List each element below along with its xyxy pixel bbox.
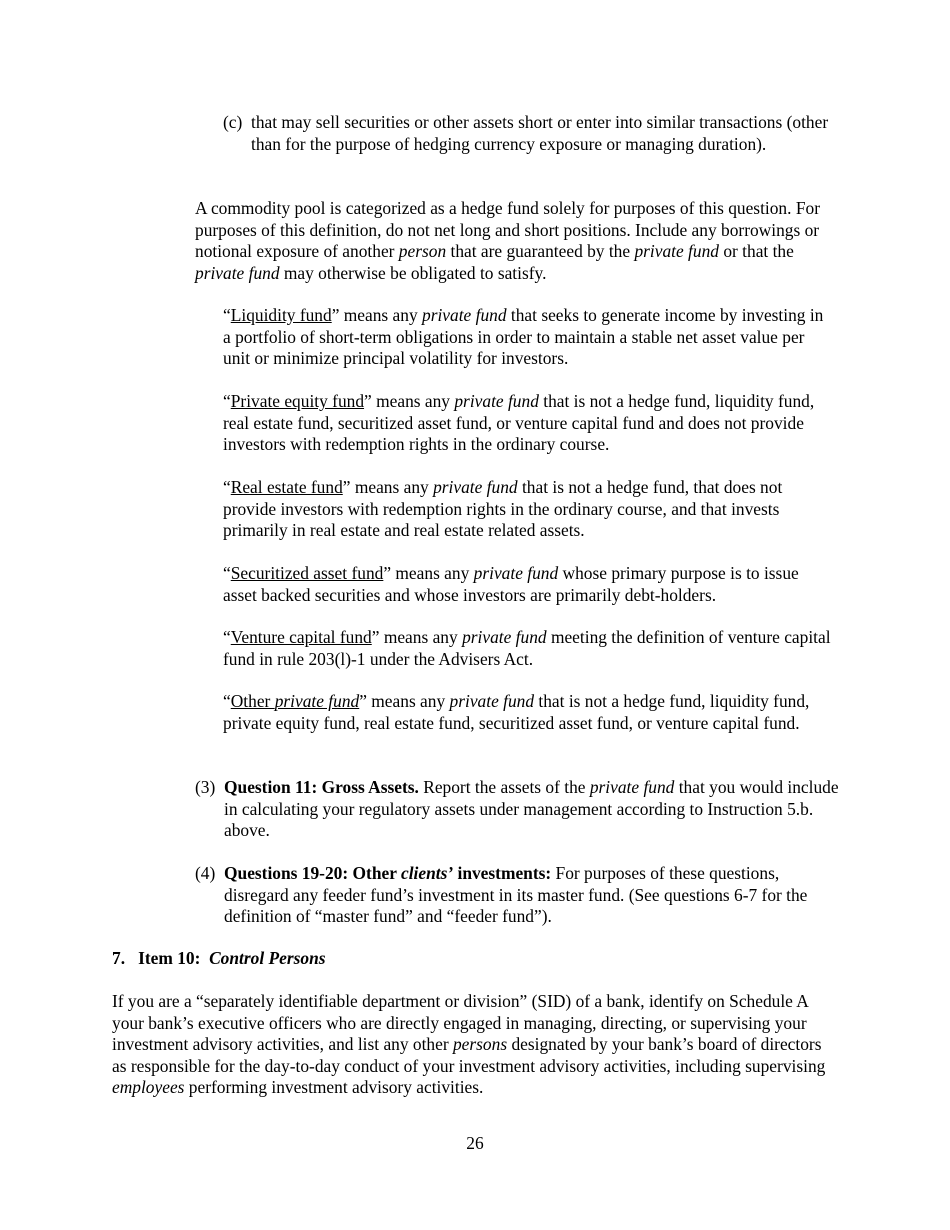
list-item-4 [195, 863, 845, 928]
list-item-3 [195, 777, 845, 842]
defined-term: Private equity fund [230, 391, 365, 411]
list-item-c [223, 112, 843, 155]
list-item-text: that may sell securities or other assets short or enter into similar transactions (other than for the purpose of hedging currency exposure or managing duration). [251, 112, 829, 154]
defined-term: Other private fund [230, 691, 360, 711]
section-heading: 7. Item 10: Control Persons [112, 948, 326, 968]
defined-term: Venture capital fund [230, 627, 372, 647]
definition-liquidity-fund: “Liquidity fund” means any private fund that seeks to generate income by investing in a portfolio of short-term obligations in order to maintain a stable net asset value per unit or minimize principal volatility for investors. [223, 305, 824, 369]
question-heading: Questions 19-20: Other clients’ investments: [224, 863, 552, 883]
hedge-fund-paragraph: A commodity pool is categorized as a hedge fund solely for purposes of this question. For purposes of this definition, do not net long and short positions. Include any borrowings or notional exposure of another person that are guaranteed by the private fund or that the private fund may otherwise be obligated to satisfy. [195, 198, 820, 283]
list-marker: (c) [223, 112, 243, 132]
definition-other-private-fund: “Other private fund” means any private fund that is not a hedge fund, liquidity fund, private equity fund, real estate fund, securitized asset fund, or venture capital fund. [223, 691, 810, 733]
defined-term: Securitized asset fund [230, 563, 384, 583]
control-persons-paragraph: If you are a “separately identifiable department or division” (SID) of a bank, identify on Schedule A your bank’s executive officers who are directly engaged in managing, directing, or supervising your investment advisory activities, and list any other persons designated by your bank’s board of directors as responsible for the day-to-day conduct of your investment advisory activities, including supervising employees performing investment advisory activities. [112, 991, 826, 1098]
defined-term: Liquidity fund [230, 305, 332, 325]
question-heading: Question 11: Gross Assets. [224, 777, 419, 797]
definition-private-equity-fund: “Private equity fund” means any private fund that is not a hedge fund, liquidity fund, real estate fund, securitized asset fund, or venture capital fund and does not provide investors with redemption rights in the ordinary course. [223, 391, 815, 455]
list-marker: (4) [195, 863, 216, 883]
definition-securitized-asset-fund: “Securitized asset fund” means any private fund whose primary purpose is to issue asset backed securities and whose investors are primarily debt-holders. [223, 563, 799, 605]
definition-venture-capital-fund: “Venture capital fund” means any private fund meeting the definition of venture capital fund in rule 203(l)-1 under the Advisers Act. [223, 627, 831, 669]
list-marker: (3) [195, 777, 216, 797]
list-item-text: Questions 19-20: Other clients’ investments: For purposes of these questions, disregard any feeder fund’s investment in its master fund. (See questions 6-7 for the definition of “master fund” and “feeder fund”). [224, 863, 808, 927]
list-item-text: Question 11: Gross Assets. Report the assets of the private fund that you would include in calculating your regulatory assets under management according to Instruction 5.b. above. [224, 777, 839, 841]
defined-term: Real estate fund [230, 477, 343, 497]
page-number: 26 [466, 1133, 484, 1153]
definition-real-estate-fund: “Real estate fund” means any private fund that is not a hedge fund, that does not provide investors with redemption rights in the ordinary course, and that invests primarily in real estate and real estate related assets. [223, 477, 783, 541]
